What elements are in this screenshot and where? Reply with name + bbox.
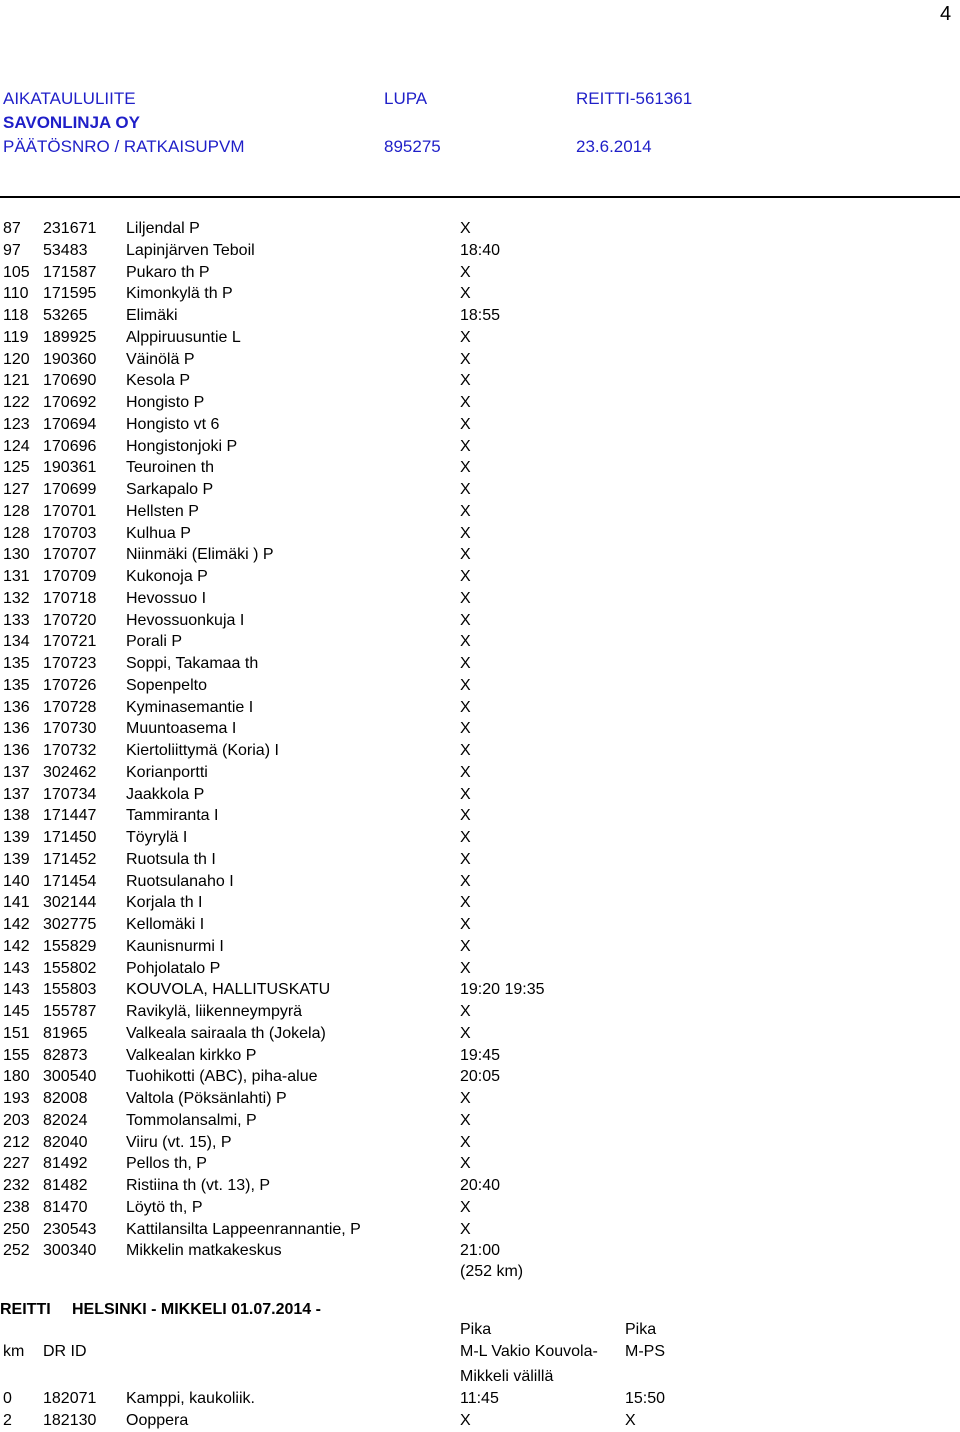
stop-id: 82040: [43, 1133, 88, 1151]
table-row: [0, 1110, 960, 1132]
stop-id: 81482: [43, 1177, 88, 1194]
stop-time: 19:45: [460, 1046, 501, 1064]
stop-time-2: X: [625, 1411, 636, 1429]
stop-id: 300540: [43, 1068, 97, 1086]
stop-km: 110: [3, 285, 29, 303]
stop-time: X: [460, 1198, 471, 1216]
stop-km: 180: [3, 1068, 30, 1086]
stop-name: Ruotsulanaho I: [126, 872, 234, 890]
route-title: HELSINKI - MIKKELI 01.07.2014 -: [72, 1301, 321, 1318]
stop-name: Mikkelin matkakeskus: [126, 1242, 282, 1260]
stop-name: Elimäki: [126, 307, 178, 324]
stop-time: X: [460, 829, 471, 846]
table-row: [0, 958, 960, 980]
stop-name: Korjala th I: [126, 894, 203, 912]
stop-time: X: [460, 655, 471, 672]
table-row: [0, 1153, 960, 1175]
stop-km: 123: [3, 415, 30, 433]
header-decision-date: 23.6.2014: [576, 137, 652, 156]
header-decision-number: 895275: [384, 137, 441, 156]
total-distance: (252 km): [460, 1263, 524, 1280]
stop-name: Pukaro th P: [126, 263, 210, 281]
stop-id: 170734: [43, 785, 97, 803]
stop-time: X: [460, 1133, 471, 1151]
col1-header-line2: M-L Vakio Kouvola-: [460, 1343, 598, 1360]
stop-id: 170723: [43, 655, 97, 672]
stop-km: 128: [3, 524, 30, 542]
stop-time: X: [460, 633, 471, 651]
stop-name: Soppi, Takamaa th: [126, 655, 259, 672]
stop-id: 182130: [43, 1411, 97, 1429]
stop-name: Hongisto vt 6: [126, 415, 220, 433]
table-row: [0, 740, 960, 762]
stop-km: 227: [3, 1155, 30, 1173]
table-row: [0, 849, 960, 871]
table-row: [0, 914, 960, 936]
stop-name: Kyminasemantie I: [126, 698, 254, 716]
stop-km: 252: [3, 1242, 30, 1260]
stop-id: 155803: [43, 981, 97, 999]
table-row: [0, 1175, 960, 1197]
table-row: [0, 457, 960, 479]
stop-id: 170728: [43, 698, 97, 716]
stop-name: Löytö th, P: [126, 1198, 203, 1216]
stop-km: 212: [3, 1133, 30, 1151]
stop-time: 11:45: [460, 1390, 499, 1407]
stop-name: Valtola (Pöksänlahti) P: [126, 1090, 287, 1107]
stop-time: X: [460, 916, 471, 933]
table-row: [0, 1410, 960, 1432]
table-row: [0, 827, 960, 849]
table-row: [0, 349, 960, 371]
stop-id: 190360: [43, 350, 97, 368]
stop-name: Kulhua P: [126, 524, 191, 542]
stop-id: 182071: [43, 1390, 97, 1407]
stop-id: 302462: [43, 763, 97, 781]
stop-name: KOUVOLA, HALLITUSKATU: [126, 981, 331, 999]
stop-id: 170694: [43, 415, 97, 433]
stop-name: Väinölä P: [126, 350, 195, 368]
stop-km: 238: [3, 1198, 30, 1216]
stop-name: Tammiranta I: [126, 807, 219, 825]
stop-km: 155: [3, 1046, 30, 1064]
stop-km: 132: [3, 589, 30, 607]
stop-time: 20:05: [460, 1068, 501, 1086]
table-row: [0, 283, 960, 305]
col1-header-line1: Pika: [460, 1321, 492, 1338]
stop-time: X: [460, 1411, 471, 1429]
stop-time: X: [460, 807, 471, 825]
stop-name: Hongistonjoki P: [126, 437, 238, 455]
stop-id: 170690: [43, 372, 97, 390]
stop-id: 155802: [43, 959, 97, 977]
page-number: 4: [940, 3, 952, 25]
stop-time: X: [460, 415, 471, 433]
stop-id: 170721: [43, 633, 97, 651]
stop-id: 155787: [43, 1003, 97, 1020]
stop-time: X: [460, 1090, 471, 1107]
table-row: [0, 1088, 960, 1110]
stop-time: X: [460, 328, 471, 346]
table-row: [0, 501, 960, 523]
stop-km: 127: [3, 481, 30, 498]
stop-id: 170718: [43, 589, 97, 607]
stop-name: Kellomäki I: [126, 916, 205, 933]
stop-km: 203: [3, 1111, 30, 1129]
stop-km: 133: [3, 611, 30, 629]
stop-time: X: [460, 220, 471, 237]
stop-km: 87: [3, 220, 21, 237]
table-row: [0, 414, 960, 436]
stop-time: X: [460, 437, 471, 455]
stop-km: 134: [3, 633, 30, 651]
header-title: AIKATAULULIITE: [3, 89, 136, 108]
stop-time: X: [460, 546, 471, 564]
stop-km: 135: [3, 655, 30, 672]
stop-name: Valkealan kirkko P: [126, 1046, 257, 1064]
stop-id: 171452: [43, 850, 97, 868]
stop-km: 131: [3, 568, 30, 585]
table-row: [0, 892, 960, 914]
stop-time: 20:40: [460, 1177, 501, 1194]
stop-name: Jaakkola P: [126, 785, 205, 803]
header-decision-label: PÄÄTÖSNRO / RATKAISUPVM: [3, 137, 245, 156]
stop-name: Hellsten P: [126, 502, 199, 520]
stop-id: 82024: [43, 1111, 88, 1129]
stop-km: 151: [3, 1024, 30, 1042]
table-row: [0, 1045, 960, 1067]
stop-id: 231671: [43, 220, 97, 237]
stop-time: X: [460, 959, 471, 977]
stop-km: 119: [3, 328, 29, 346]
stop-km: 121: [3, 372, 30, 390]
stop-name: Kattilansilta Lappeenrannantie, P: [126, 1220, 361, 1238]
stop-name: Lapinjärven Teboil: [126, 241, 255, 259]
header-permit-label: LUPA: [384, 89, 428, 108]
stop-km: 143: [3, 959, 30, 977]
stop-time: X: [460, 872, 471, 890]
table-row: [0, 979, 960, 1001]
stop-name: Korianportti: [126, 763, 208, 781]
stop-km: 138: [3, 807, 30, 825]
table-row: [0, 436, 960, 458]
table-row: [0, 675, 960, 697]
stop-name: Teuroinen th: [126, 459, 215, 477]
table-row: [0, 523, 960, 545]
table-row: [0, 1388, 960, 1410]
stop-time: X: [460, 394, 471, 411]
table-row: [0, 566, 960, 588]
stop-time: X: [460, 263, 471, 281]
header-company: SAVONLINJA OY: [3, 113, 140, 132]
stop-name: Sarkapalo P: [126, 481, 214, 498]
table-row: [0, 784, 960, 806]
stop-km: 139: [3, 829, 30, 846]
stop-time: 18:55: [460, 307, 501, 324]
table-row: [0, 697, 960, 719]
table-row: [0, 218, 960, 240]
stop-name: Kimonkylä th P: [126, 285, 233, 303]
stop-id: 81492: [43, 1155, 88, 1173]
stop-name: Kiertoliittymä (Koria) I: [126, 742, 279, 759]
stop-time: X: [460, 589, 471, 607]
stop-id: 82008: [43, 1090, 88, 1107]
stop-name: Ruotsula th I: [126, 850, 216, 868]
stop-id: 171595: [43, 285, 97, 303]
table-row: [0, 262, 960, 284]
stop-time: X: [460, 524, 471, 542]
stop-name: Muuntoasema I: [126, 720, 237, 738]
stop-id: 170696: [43, 437, 97, 455]
stop-km: 136: [3, 742, 30, 759]
stop-km: 250: [3, 1220, 30, 1238]
stop-name: Ooppera: [126, 1411, 189, 1429]
stop-name: Porali P: [126, 633, 183, 651]
stop-id: 171454: [43, 872, 97, 890]
stop-name: Kukonoja P: [126, 568, 208, 585]
stop-time: X: [460, 1003, 471, 1020]
stop-name: Tuohikotti (ABC), piha-alue: [126, 1068, 318, 1086]
stop-time: 21:00: [460, 1242, 501, 1260]
stop-km: 232: [3, 1177, 30, 1194]
stop-id: 170726: [43, 676, 97, 694]
stop-km: 193: [3, 1090, 30, 1107]
stop-km: 135: [3, 676, 30, 694]
table-row: [0, 327, 960, 349]
table-row: [0, 871, 960, 893]
table-row: [0, 479, 960, 501]
stop-km: 136: [3, 698, 30, 716]
stop-id: 230543: [43, 1220, 97, 1238]
table-row: [0, 1001, 960, 1023]
stop-time: X: [460, 676, 471, 694]
stop-km: 136: [3, 720, 30, 738]
table-row: [0, 1066, 960, 1088]
stop-id: 302144: [43, 894, 97, 912]
stop-id: 170709: [43, 568, 97, 585]
stop-time: X: [460, 742, 471, 759]
table-row: [0, 631, 960, 653]
table-row: [0, 805, 960, 827]
col-km-header: km: [3, 1343, 25, 1360]
stop-id: 81965: [43, 1024, 88, 1042]
stop-id: 82873: [43, 1046, 88, 1064]
stop-name: Kaunisnurmi I: [126, 937, 224, 955]
stop-id: 302775: [43, 916, 97, 933]
table-row: [0, 1132, 960, 1154]
table-row: [0, 1023, 960, 1045]
stop-time: X: [460, 698, 471, 716]
stop-name: Kesola P: [126, 372, 191, 390]
table-row: [0, 653, 960, 675]
stop-name: Alppiruusuntie L: [126, 328, 241, 346]
stop-name: Viiru (vt. 15), P: [126, 1133, 232, 1151]
stop-time: X: [460, 459, 471, 477]
stop-km: 142: [3, 916, 30, 933]
stop-time: X: [460, 1155, 471, 1173]
stop-time: X: [460, 350, 471, 368]
stop-time: X: [460, 1220, 471, 1238]
stop-name: Hevossuo I: [126, 589, 207, 607]
stop-time: X: [460, 372, 471, 390]
stop-id: 155829: [43, 937, 97, 955]
stop-id: 190361: [43, 459, 97, 477]
stop-km: 124: [3, 437, 30, 455]
stop-name: Hongisto P: [126, 394, 205, 411]
stop-km: 125: [3, 459, 30, 477]
stop-id: 53483: [43, 241, 88, 259]
table-row: [0, 936, 960, 958]
stop-km: 130: [3, 546, 30, 564]
table-row: [0, 718, 960, 740]
table-row: [0, 1219, 960, 1241]
stop-name: Ristiina th (vt. 13), P: [126, 1177, 271, 1194]
stop-km: 122: [3, 394, 30, 411]
stop-km: 145: [3, 1003, 30, 1020]
table-row: [0, 305, 960, 327]
stop-time: X: [460, 720, 471, 738]
stop-name: Ravikylä, liikenneympyrä: [126, 1003, 303, 1020]
stop-name: Töyrylä I: [126, 829, 188, 846]
stop-km: 105: [3, 263, 30, 281]
stop-time: X: [460, 850, 471, 868]
stop-time: X: [460, 481, 471, 498]
stop-name: Valkeala sairaala th (Jokela): [126, 1024, 326, 1042]
stop-time: X: [460, 1111, 471, 1129]
stop-time: X: [460, 763, 471, 781]
stop-time: 19:20 19:35: [460, 981, 545, 999]
stop-id: 81470: [43, 1198, 88, 1216]
table-row: [0, 392, 960, 414]
stop-name: Hevossuonkuja I: [126, 611, 245, 629]
stop-km: 0: [3, 1390, 12, 1407]
stop-id: 170692: [43, 394, 97, 411]
table-row: [0, 1197, 960, 1219]
stop-time: X: [460, 1024, 471, 1042]
stop-id: 170699: [43, 481, 97, 498]
table-row: [0, 370, 960, 392]
stop-id: 170720: [43, 611, 97, 629]
stop-km: 120: [3, 350, 30, 368]
header-route-id: REITTI-561361: [576, 89, 693, 108]
stop-time-2: 15:50: [625, 1390, 666, 1407]
stop-km: 143: [3, 981, 30, 999]
stop-km: 128: [3, 502, 30, 520]
stop-time: 18:40: [460, 241, 501, 259]
table-row: [0, 240, 960, 262]
table-row: [0, 1240, 960, 1262]
stop-km: 140: [3, 872, 30, 890]
route-label: REITTI: [0, 1301, 51, 1318]
stop-id: 170703: [43, 524, 97, 542]
stop-id: 189925: [43, 328, 97, 346]
stop-km: 2: [3, 1411, 12, 1429]
stop-name: Tommolansalmi, P: [126, 1111, 257, 1129]
stop-name: Liljendal P: [126, 220, 200, 237]
table-row: [0, 762, 960, 784]
stop-km: 97: [3, 241, 21, 259]
stop-time: X: [460, 611, 471, 629]
stop-km: 141: [3, 894, 30, 912]
stop-name: Sopenpelto: [126, 676, 207, 694]
stop-name: Kamppi, kaukoliik.: [126, 1390, 255, 1407]
stop-km: 137: [3, 763, 30, 781]
stop-time: X: [460, 937, 471, 955]
stop-time: X: [460, 502, 471, 520]
stop-id: 170730: [43, 720, 97, 738]
col2-header-line2: M-PS: [625, 1343, 665, 1360]
col1-header-line3: Mikkeli välillä: [460, 1368, 554, 1385]
stop-id: 171450: [43, 829, 97, 846]
col-drid-header: DR ID: [43, 1343, 87, 1360]
stop-name: Pohjolatalo P: [126, 959, 221, 977]
stop-name: Pellos th, P: [126, 1155, 207, 1173]
stop-id: 171587: [43, 263, 97, 281]
stop-id: 170701: [43, 502, 97, 520]
stop-id: 300340: [43, 1242, 97, 1260]
header-divider: [0, 196, 960, 198]
stop-km: 137: [3, 785, 30, 803]
stop-time: X: [460, 785, 471, 803]
stop-id: 170707: [43, 546, 97, 564]
stop-km: 142: [3, 937, 30, 955]
stop-time: X: [460, 894, 471, 912]
stop-id: 53265: [43, 307, 88, 324]
stop-name: Niinmäki (Elimäki ) P: [126, 546, 274, 564]
table-row: [0, 588, 960, 610]
col2-header-line1: Pika: [625, 1321, 657, 1338]
stop-id: 171447: [43, 807, 97, 825]
stop-km: 118: [3, 307, 29, 324]
stop-time: X: [460, 285, 471, 303]
stop-km: 139: [3, 850, 30, 868]
stop-id: 170732: [43, 742, 97, 759]
table-row: [0, 544, 960, 566]
stop-time: X: [460, 568, 471, 585]
table-row: [0, 610, 960, 632]
